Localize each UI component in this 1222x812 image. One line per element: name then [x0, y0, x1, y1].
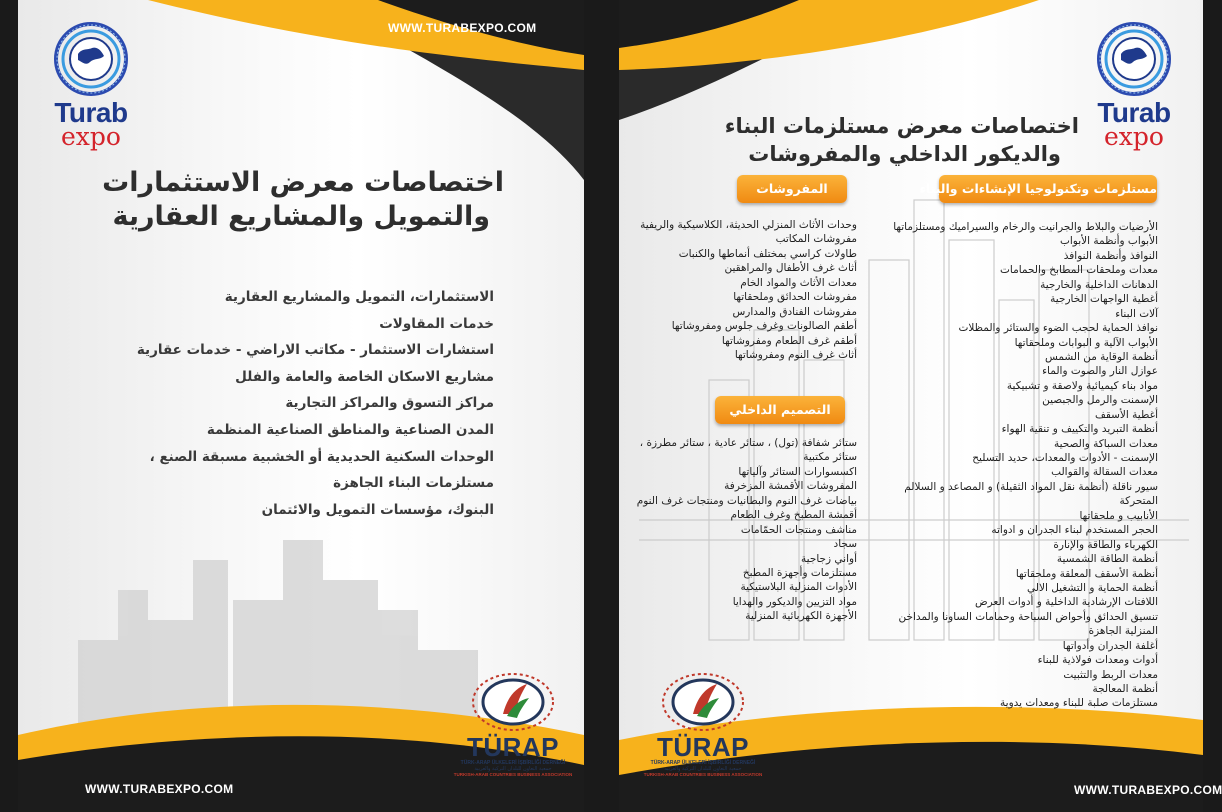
list-item: أطقم غرف الطعام ومفروشاتها: [721, 334, 857, 347]
list-item: معدات السقالة والقوالب: [1051, 466, 1158, 479]
list-item: أثاث غرف الأطفال والمراهقين: [724, 262, 857, 275]
list-item: بياضات غرف النوم والبطانيات ومنتجات غرف النوم: [636, 494, 857, 507]
list-item: وحدات الأثاث المنزلي الحديثة، الكلاسيكية والريفية: [640, 219, 857, 231]
left-title-line2: والتمويل والمشاريع العقارية: [112, 201, 490, 232]
list-item: الأجهزة الكهربائية المنزلية: [745, 610, 857, 623]
list-item: النوافذ وأنظمة النوافذ: [1063, 249, 1158, 262]
list-item: الأبواب وأنظمة الأبواب: [1059, 235, 1158, 248]
list-item: الإسمنت - الأدوات والمعدات، حديد التسليح: [972, 452, 1158, 464]
list-item: ستائر مكتبية: [803, 451, 857, 464]
list-item: أدوات ومعدات فولاذية للبناء: [1037, 654, 1158, 667]
turap-subtitle-en: TURKISH-ARAB COUNTRIES BUSINESS ASSOCIATION: [643, 772, 763, 777]
list-item: الأبواب الآلية و البوابات وملحقاتها: [1014, 336, 1158, 349]
investment-specializations-list: [137, 284, 494, 523]
website-url-bottom[interactable]: WWW.TURABEXPO.COM: [85, 782, 234, 796]
list-item: معدات وملحقات المطابخ والحمامات: [999, 264, 1158, 277]
turab-expo-logo: [48, 22, 134, 151]
list-item: الاستثمارات، التمويل والمشاريع العقارية: [224, 289, 494, 305]
list-item: عوازل النار والصوت والماء: [1042, 365, 1158, 378]
section-badge-construction: مستلزمات وتكنولوجيا الإنشاءات والبناء: [939, 175, 1157, 203]
list-item: المنزلية الجاهزة: [1088, 625, 1158, 638]
left-title-line1: اختصاصات معرض الاستثمارات: [102, 167, 504, 198]
list-item: مشاريع الاسكان الخاصة والعامة والفلل: [235, 368, 494, 385]
list-item: أنظمة الوقاية من الشمس: [1044, 350, 1158, 363]
list-item: أغطية الواجهات الخارجية: [1050, 293, 1158, 306]
right-page-title: [725, 112, 1079, 168]
globe-logo-icon: [54, 22, 128, 96]
right-title-line1: اختصاصات معرض مستلزمات البناء: [724, 114, 1079, 138]
left-brochure-page: [18, 0, 584, 812]
list-item: أثاث غرف النوم ومفروشاتها: [734, 348, 857, 361]
turap-emblem-icon: [463, 668, 563, 734]
list-item: الأنابيب و ملحقاتها: [1079, 509, 1158, 522]
list-item: سيور ناقلة (أنظمة نقل المواد الثقيلة) و المصاعد و السلالم: [904, 480, 1158, 493]
turap-name: TÜRAP: [466, 732, 560, 762]
list-item: خدمات المقاولات: [379, 315, 494, 332]
list-item: اللافتات الإرشادية الداخلية و أدوات العرض: [974, 596, 1158, 609]
turap-name: TÜRAP: [656, 732, 750, 762]
list-item: مناشف ومنتجات الحمّامات: [740, 523, 857, 536]
list-item: الإسمنت والرمل والجبصين: [1042, 394, 1158, 407]
list-item: مستلزمات صلبة للبناء ومعدات يدوية: [1000, 697, 1158, 710]
list-item: مستلزمات وأجهزة المطبخ: [742, 566, 857, 579]
list-item: اكسسوارات الستائر وآلياتها: [738, 465, 857, 478]
logo-word-expo: expo: [1104, 122, 1164, 151]
section-badge-furniture: المفروشات: [737, 175, 847, 203]
list-item: آلات البناء: [1115, 307, 1158, 320]
list-item: سجاد: [833, 538, 857, 551]
website-url-top[interactable]: WWW.TURABEXPO.COM: [388, 21, 537, 35]
list-item: مفروشات الفنادق والمدارس: [732, 305, 857, 318]
right-title-line2: والديكور الداخلي والمفروشات: [748, 142, 1061, 166]
list-item: استشارات الاستثمار - مكاتب الاراضي - خدمات عقارية: [136, 342, 494, 359]
list-item: تنسيق الحدائق وأحواض السباحة وحمامات الساونا والمداخن: [898, 610, 1158, 623]
section-badge-interior: التصميم الداخلي: [715, 396, 845, 424]
turap-subtitle-ar: جمعية التعاون للبلدان التركية والعربية: [664, 766, 742, 772]
list-item: أغطية الأسقف: [1094, 408, 1158, 421]
turap-subtitle-en: TURKISH-ARAB COUNTRIES BUSINESS ASSOCIATION: [453, 772, 573, 777]
list-item: المفروشات الأقمشة المزخرفة: [724, 480, 857, 493]
turap-emblem-icon: [653, 668, 753, 734]
list-item: مفروشات الحدائق وملحقاتها: [733, 291, 857, 304]
list-item: الدهانات الداخلية والخارجية: [1040, 278, 1158, 291]
list-item: الحجر المستخدم لبناء الجدران و ادواته: [991, 524, 1158, 537]
list-item: أنظمة الطاقة الشمسية: [1056, 553, 1158, 566]
list-item: أطقم الصالونات وغرف جلوس ومفروشاتها: [671, 320, 857, 333]
turap-subtitle-tr: TÜRK-ARAP ÜLKELERİ İŞBİRLİĞİ DERNEĞİ: [650, 760, 756, 766]
turap-subtitle-ar: جمعية التعاون للبلدان التركية والعربية: [474, 766, 552, 772]
list-item: الأرضيات والبلاط والجرانيت والرخام والسيراميك ومستلزماتها: [893, 221, 1158, 233]
website-url-bottom[interactable]: WWW.TURABEXPO.COM: [1074, 783, 1222, 797]
list-item: طاولات كراسي بمختلف أنماطها والكنبات: [678, 247, 857, 260]
list-item: مواد التزيين والديكور والهدايا: [732, 595, 857, 608]
furniture-items-list: [640, 218, 857, 362]
turap-subtitle-tr: TÜRK-ARAP ÜLKELERİ İŞBİRLİĞİ DERNEĞİ: [460, 760, 566, 766]
list-item: الوحدات السكنية الحديدية أو الخشبية مسبقة الصنع ،: [149, 448, 494, 465]
list-item: أواني زجاجية: [801, 552, 857, 565]
list-item: نوافذ الحماية لحجب الضوء والستائر والمظلات: [958, 322, 1158, 335]
construction-items-list: [893, 220, 1158, 711]
list-item: أقمشة المطبخ وغرف الطعام: [730, 509, 857, 522]
interior-design-items-list: [637, 436, 857, 624]
list-item: أنظمة الأسقف المعلقة وملحقاتها: [1015, 567, 1158, 580]
list-item: الأدوات المنزلية البلاستيكية: [740, 581, 857, 594]
list-item: المتحركة: [1119, 495, 1158, 508]
list-item: الكهرباء والطاقة والإنارة: [1053, 538, 1158, 551]
logo-word-expo: expo: [61, 122, 121, 151]
turap-logo: [643, 668, 763, 778]
list-item: أنظمة التبريد والتكييف و تنقية الهواء: [1001, 423, 1158, 436]
turab-expo-logo: [1091, 22, 1177, 151]
list-item: أنظمة المعالجة: [1092, 683, 1158, 695]
list-item: أنظمة الحماية و التشغيل الالي: [1027, 581, 1158, 594]
list-item: مواد بناء كيميائية ولاصقة و تشبيكية: [1006, 379, 1158, 392]
list-item: أغلفة الجدران وأدواتها: [1062, 639, 1158, 652]
list-item: البنوك، مؤسسات التمويل والائتمان: [261, 501, 494, 518]
list-item: مستلزمات البناء الجاهزة: [333, 475, 494, 492]
logo-word-turab: Turab: [54, 97, 128, 128]
left-page-title: [102, 166, 504, 234]
list-item: ستائر شفافة (تول) ، ستائر عادية ، ستائر مطرزة ،: [639, 437, 857, 449]
list-item: مراكز التسوق والمراكز التجارية: [285, 395, 494, 412]
globe-logo-icon: [1097, 22, 1171, 96]
right-brochure-page: [619, 0, 1222, 812]
list-item: معدات الربط والتثبيت: [1063, 668, 1158, 681]
logo-word-turab: Turab: [1097, 97, 1171, 128]
list-item: مفروشات المكاتب: [775, 233, 857, 246]
list-item: معدات السباكة والصحية: [1053, 437, 1158, 450]
turap-logo: [453, 668, 573, 778]
list-item: معدات الأثاث والمواد الخام: [740, 276, 857, 289]
list-item: المدن الصناعية والمناطق الصناعية المنظمة: [206, 421, 494, 438]
